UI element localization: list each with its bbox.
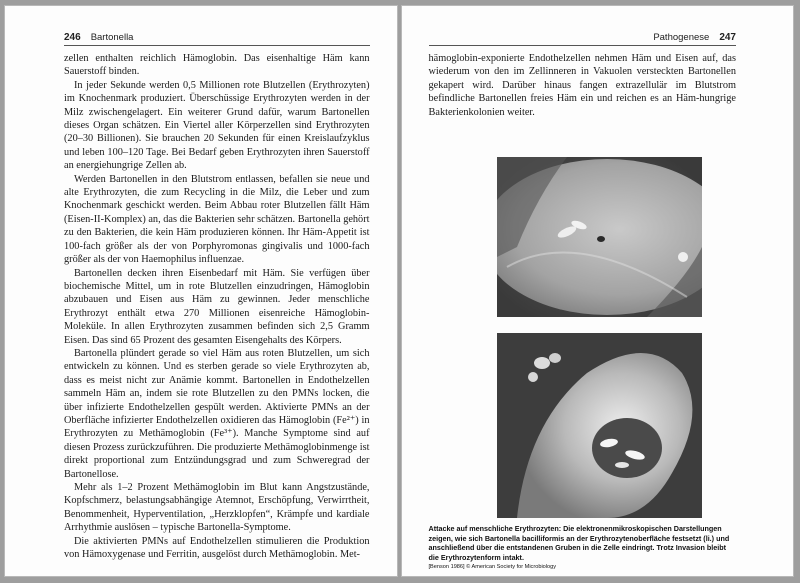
paragraph: Bartonella plündert gerade so viel Häm aus roten Blutzellen, um sich entwickeln zu können. Und es sterben gerade so viele Erythrozyten ab, dass es meist nicht zur Anämie kommt. Bartonellen in Endothelzellen sammeln Häm an, indem sie rote Blutzellen zu den PMNs locken, die über infizierte Endothelzellen gespült werden. Aktivierte PMNs an der Oberfläche infizierter Endothelzellen oxidieren das Hämoglobin (Fe²⁺) in Erythrozyten zu Methämoglobin (Fe³⁺). Manche Symptome sind auf diesen Prozess zurückzuführen. Die produzierte Methämoglobinmenge ist direkt proportional zum Entzündungsgrad und zum Schweregrad der Bartonellose.	[64, 347, 370, 480]
paragraph: In jeder Sekunde werden 0,5 Millionen rote Blutzellen (Erythrozyten) im Knochenmark produziert. Überschüssige Erythrozyten werden in der Milz zwischengelagert. Ein weiterer Grund dafür, warum Bartonellen dieses Organ schätzen. Ein Viertel aller Körperzellen sind Erythrozyten (20–30 Billionen). Sie brauchen 20 Sekunden für einen Kreislaufzyklus und leben 100–120 Tage. Bei Bedarf geben Erythrozyten ihren Sauerstoff an energiehungrige Zellen ab.	[64, 79, 370, 172]
book-spread	[4, 5, 794, 577]
paragraph: Die aktivierten PMNs auf Endothelzellen stimulieren die Produktion von Hämoxygenase und Ferritin, ausgelöst durch Methämoglobin. Met-	[64, 535, 370, 561]
paragraph: Bartonellen decken ihren Eisenbedarf mit Häm. Sie verfügen über biochemische Mittel, um in rote Blutzellen einzudringen, Hämoglobin abzubauen und Eisen aus Häm zu gewinnen. Jeder menschliche Erythrozyt enthält etwa 270 Millionen eisenreiche Hämoglobin-Moleküle. In allen Erythrozyten zusammen befinden sich 2,5 Gramm Eisen. Das sind 65 Prozent des gesamten Eisengehalts des Körpers.	[64, 267, 370, 346]
paragraph: hämoglobin-exponierte Endothelzellen nehmen Häm und Eisen auf, das wiederum von den im Zellinneren in Vakuolen versteckten Bartonellen gekapert wird. Darüber hinaus fangen extrazellulär im Blutstrom befindliche Bartonellen freies Häm ein und reichen es an Häm-hungrige Bakterienkolonien weiter.	[428, 53, 736, 118]
micrograph-bottom-image	[497, 333, 702, 518]
paragraph: Werden Bartonellen in den Blutstrom entlassen, befallen sie neue und alte Erythrozyten, die zum Recycling in die Milz, die Leber und zum Knochenmark geschickt werden. Beim Abbau roter Blutzellen fällt Häm (Eisen-II-Komplex) an, das die Bakterien sehr schätzen. Bartonella gehört zu den Bakterien, die kein Häm produzieren können. Ihr Häm-Appetit ist 100-fach größer als der von Porphyromonas gingivalis und 1000-fach größer als der von Haemophilus influenzae.	[64, 173, 370, 266]
running-title-right: Pathogenese	[653, 31, 710, 43]
paragraph: Mehr als 1–2 Prozent Methämoglobin im Blut kann Angstzustände, Kopfschmerz, belastungsabhängige Atemnot, Erschöpfung, Verwirrtheit, Benommenheit, Hyperventilation, „Herzklopfen“, Krämpfe und kardiale Arrhythmie auslösen – typische Bartonella-Symptome.	[64, 482, 370, 534]
left-body-text	[64, 52, 370, 561]
page-number-left: 246	[64, 31, 81, 43]
right-body-text	[429, 52, 737, 119]
micrograph-bottom	[497, 333, 702, 518]
paragraph: zellen enthalten reichlich Hämoglobin. Das eisenhaltige Häm kann Sauerstoff binden.	[64, 53, 370, 78]
page-number-right: 247	[719, 31, 736, 43]
running-head-right	[429, 29, 737, 46]
figure-caption	[429, 524, 737, 573]
running-title-left: Bartonella	[90, 31, 134, 43]
caption-credit: [Benson 1986] © American Society for Microbiology	[428, 564, 557, 571]
running-head-left	[64, 29, 370, 46]
right-page	[401, 5, 795, 577]
left-page	[4, 5, 398, 577]
caption-text: Attacke auf menschliche Erythrozyten: Die elektronenmikroskopischen Darstellungen zeigen, wie sich Bartonella bacilliformis an der Erythrozytenoberfläche festsetzt (li.) und anschließend über die entstandenen Gruben in die Zelle eindringt. Trotz Invasion bleibt die Erythrozytenform intakt.	[428, 524, 730, 562]
micrograph-top-image	[497, 157, 702, 317]
micrograph-top	[497, 157, 702, 317]
